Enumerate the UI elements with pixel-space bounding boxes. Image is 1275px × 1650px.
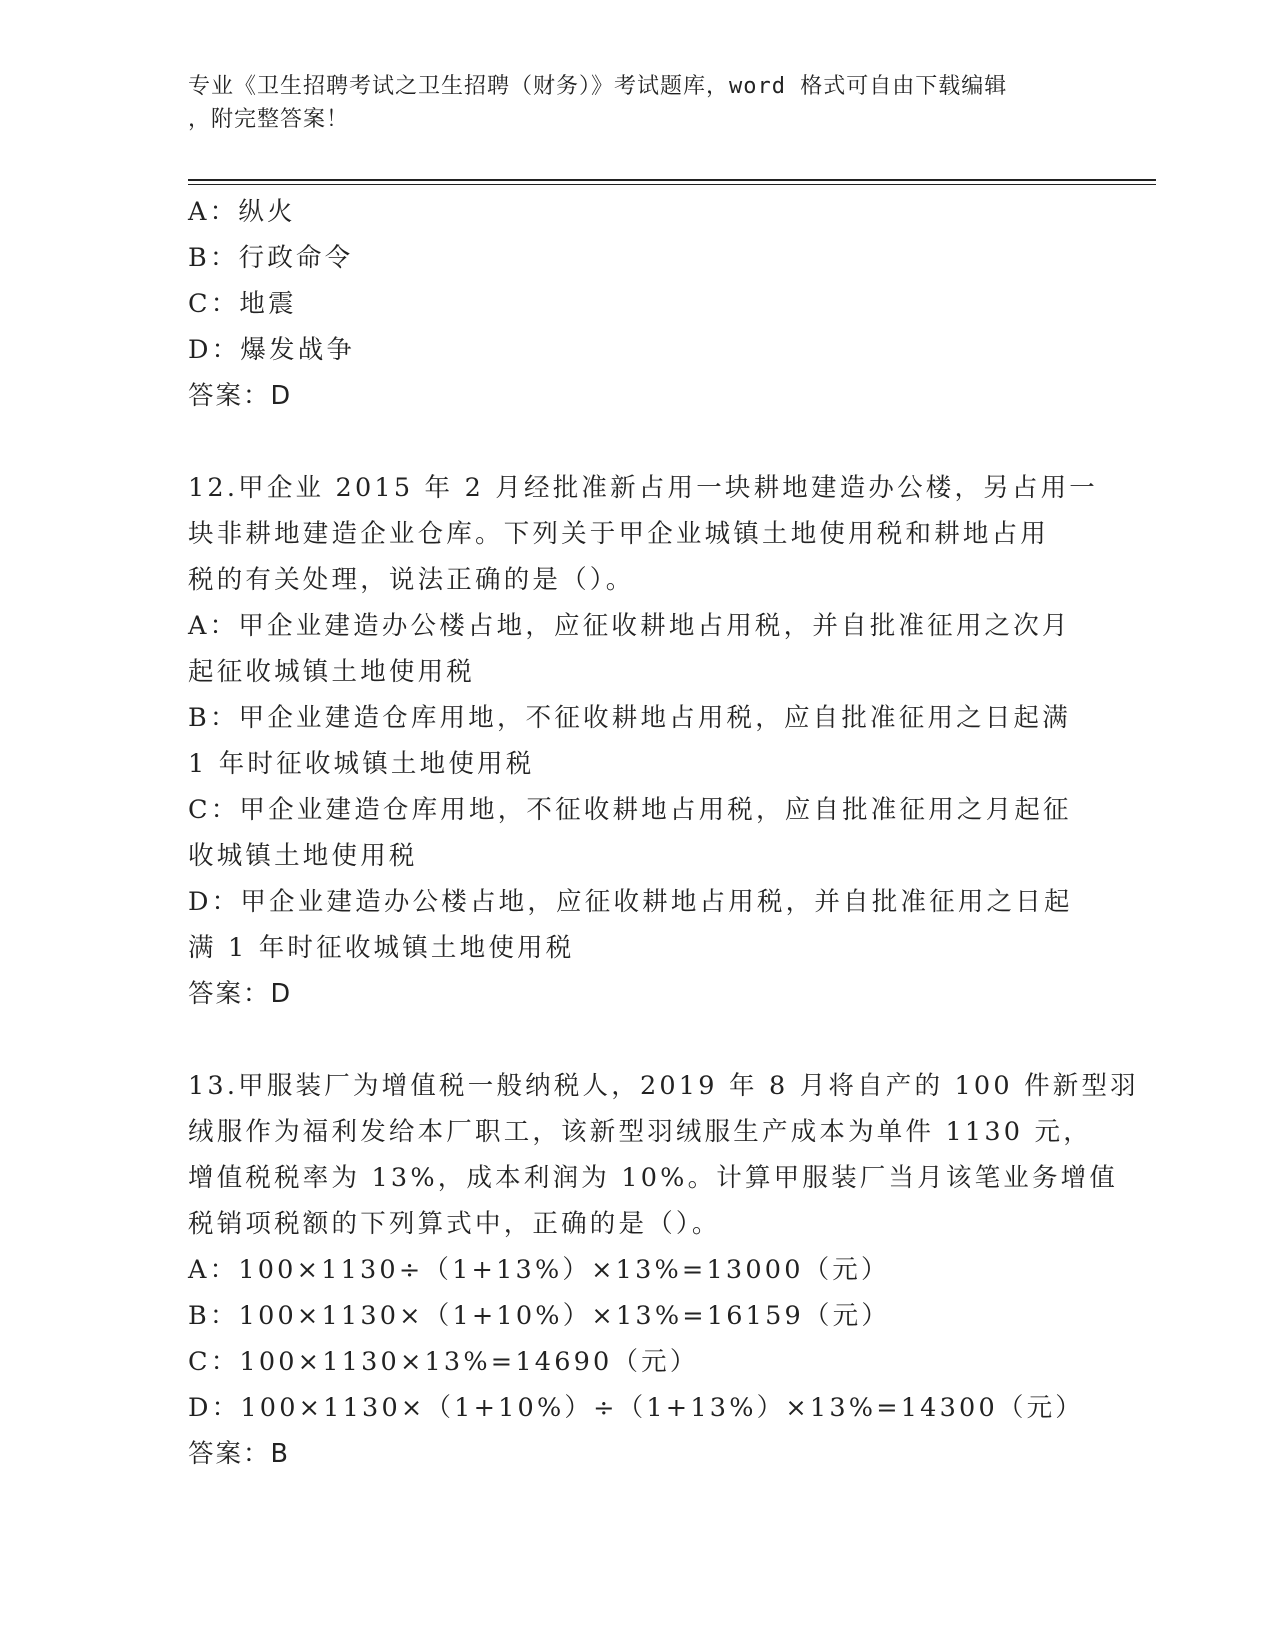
option-d: D：爆发战争 bbox=[188, 335, 356, 365]
question-stem: 块非耕地建造企业仓库。下列关于甲企业城镇土地使用税和耕地占用 bbox=[188, 519, 1050, 549]
option-a: A：纵火 bbox=[188, 197, 296, 227]
option-b: B：甲企业建造仓库用地，不征收耕地占用税，应自批准征用之日起满 bbox=[188, 703, 1071, 733]
document-header bbox=[188, 70, 1078, 136]
document-body bbox=[188, 189, 1139, 1477]
answer-line: 答案：D bbox=[188, 979, 293, 1009]
option-d: D：甲企业建造办公楼占地，应征收耕地占用税，并自批准征用之日起 bbox=[188, 887, 1073, 917]
option-a: A：100×1130÷（1+13%）×13%=13000（元） bbox=[188, 1255, 890, 1285]
question-stem: 增值税税率为 13%，成本利润为 10%。计算甲服装厂当月该笔业务增值 bbox=[188, 1163, 1119, 1193]
answer-line: 答案：B bbox=[188, 1439, 290, 1469]
header-rule-thin bbox=[188, 184, 1156, 185]
question-stem: 12.甲企业 2015 年 2 月经批准新占用一块耕地建造办公楼，另占用一 bbox=[188, 473, 1098, 503]
option-b-cont: 1 年时征收城镇土地使用税 bbox=[188, 749, 535, 779]
question-13 bbox=[188, 1063, 1139, 1477]
answer-line: 答案：D bbox=[188, 381, 293, 411]
option-c: C：地震 bbox=[188, 289, 297, 319]
header-line-1: 专业《卫生招聘考试之卫生招聘（财务）》考试题库，word 格式可自由下载编辑 bbox=[188, 74, 1008, 99]
option-c: C：甲企业建造仓库用地，不征收耕地占用税，应自批准征用之月起征 bbox=[188, 795, 1072, 825]
question-12 bbox=[188, 465, 1098, 1017]
option-b: B：行政命令 bbox=[188, 243, 354, 273]
question-stem: 13.甲服装厂为增值税一般纳税人，2019 年 8 月将自产的 100 件新型羽 bbox=[188, 1071, 1139, 1101]
question-stem: 税的有关处理，说法正确的是（）。 bbox=[188, 565, 635, 595]
spacer bbox=[188, 1017, 1088, 1063]
spacer bbox=[188, 419, 1088, 465]
option-d-cont: 满 1 年时征收城镇土地使用税 bbox=[188, 933, 575, 963]
header-line-2: ，附完整答案！ bbox=[188, 107, 350, 132]
option-a-cont: 起征收城镇土地使用税 bbox=[188, 657, 476, 687]
option-a: A：甲企业建造办公楼占地，应征收耕地占用税，并自批准征用之次月 bbox=[188, 611, 1071, 641]
option-d: D：100×1130×（1+10%）÷（1+13%）×13%=14300（元） bbox=[188, 1393, 1084, 1423]
question-stem: 税销项税额的下列算式中，正确的是（）。 bbox=[188, 1209, 721, 1239]
question-11 bbox=[188, 189, 1088, 419]
header-rule-thick bbox=[188, 179, 1156, 181]
option-b: B：100×1130×（1+10%）×13%=16159（元） bbox=[188, 1301, 891, 1331]
question-stem: 绒服作为福利发给本厂职工，该新型羽绒服生产成本为单件 1130 元， bbox=[188, 1117, 1092, 1147]
option-c: C：100×1130×13%=14690（元） bbox=[188, 1347, 699, 1377]
option-c-cont: 收城镇土地使用税 bbox=[188, 841, 418, 871]
